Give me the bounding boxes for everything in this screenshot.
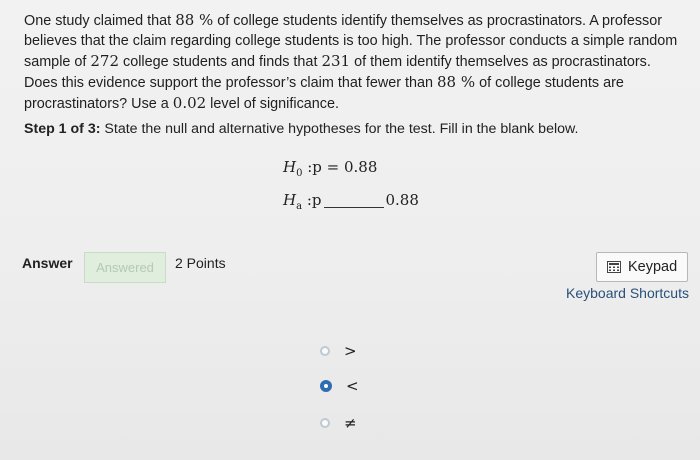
radio-button[interactable] — [320, 418, 330, 428]
keyboard-shortcuts-link[interactable]: Keyboard Shortcuts — [566, 285, 689, 301]
alternative-hypothesis: $H_a$ :p 0.88 — [283, 191, 419, 212]
percent-value: 88 % — [175, 11, 214, 29]
hypothesis-blank[interactable] — [324, 190, 384, 208]
option-label: < — [346, 377, 359, 395]
percent-value-claim: 88 % — [437, 73, 476, 91]
sample-size: 272 — [90, 52, 120, 70]
option-less-than[interactable] — [320, 377, 359, 395]
significance-level: 0.02 — [172, 94, 207, 112]
keypad-label: Keypad — [628, 259, 678, 275]
option-not-equal[interactable] — [320, 414, 357, 432]
radio-button-selected[interactable] — [320, 380, 332, 392]
step-text: State the null and alternative hypotheses for the test. Fill in the blank below. — [100, 121, 579, 137]
question-text: One study claimed that 88 % of college students identify themselves as procrastinators. A professor believes that the claim regarding college students is too high. The professor conducts a simple random sample of 272 college students and finds that 231 of them identify themselves as procrastinators. Does this evidence support the professor’s claim that fewer than 88 % of college students are procrastinators? Use a 0.02 level of significance. — [24, 11, 678, 112]
step-instruction — [24, 119, 674, 139]
step-label: Step 1 of 3: — [24, 121, 101, 137]
option-greater-than[interactable] — [320, 342, 357, 360]
null-hypothesis: $H_0$ :p = 0.88 — [283, 158, 378, 179]
option-label: ≠ — [344, 414, 357, 432]
keypad-icon — [607, 261, 621, 273]
radio-button[interactable] — [320, 346, 330, 356]
answer-label: Answer — [22, 255, 73, 271]
points-label: 2 Points — [175, 255, 226, 271]
success-count: 231 — [321, 52, 351, 70]
answered-status-badge: Answered — [84, 252, 166, 283]
keypad-button[interactable] — [596, 252, 688, 282]
option-label: > — [344, 342, 357, 360]
